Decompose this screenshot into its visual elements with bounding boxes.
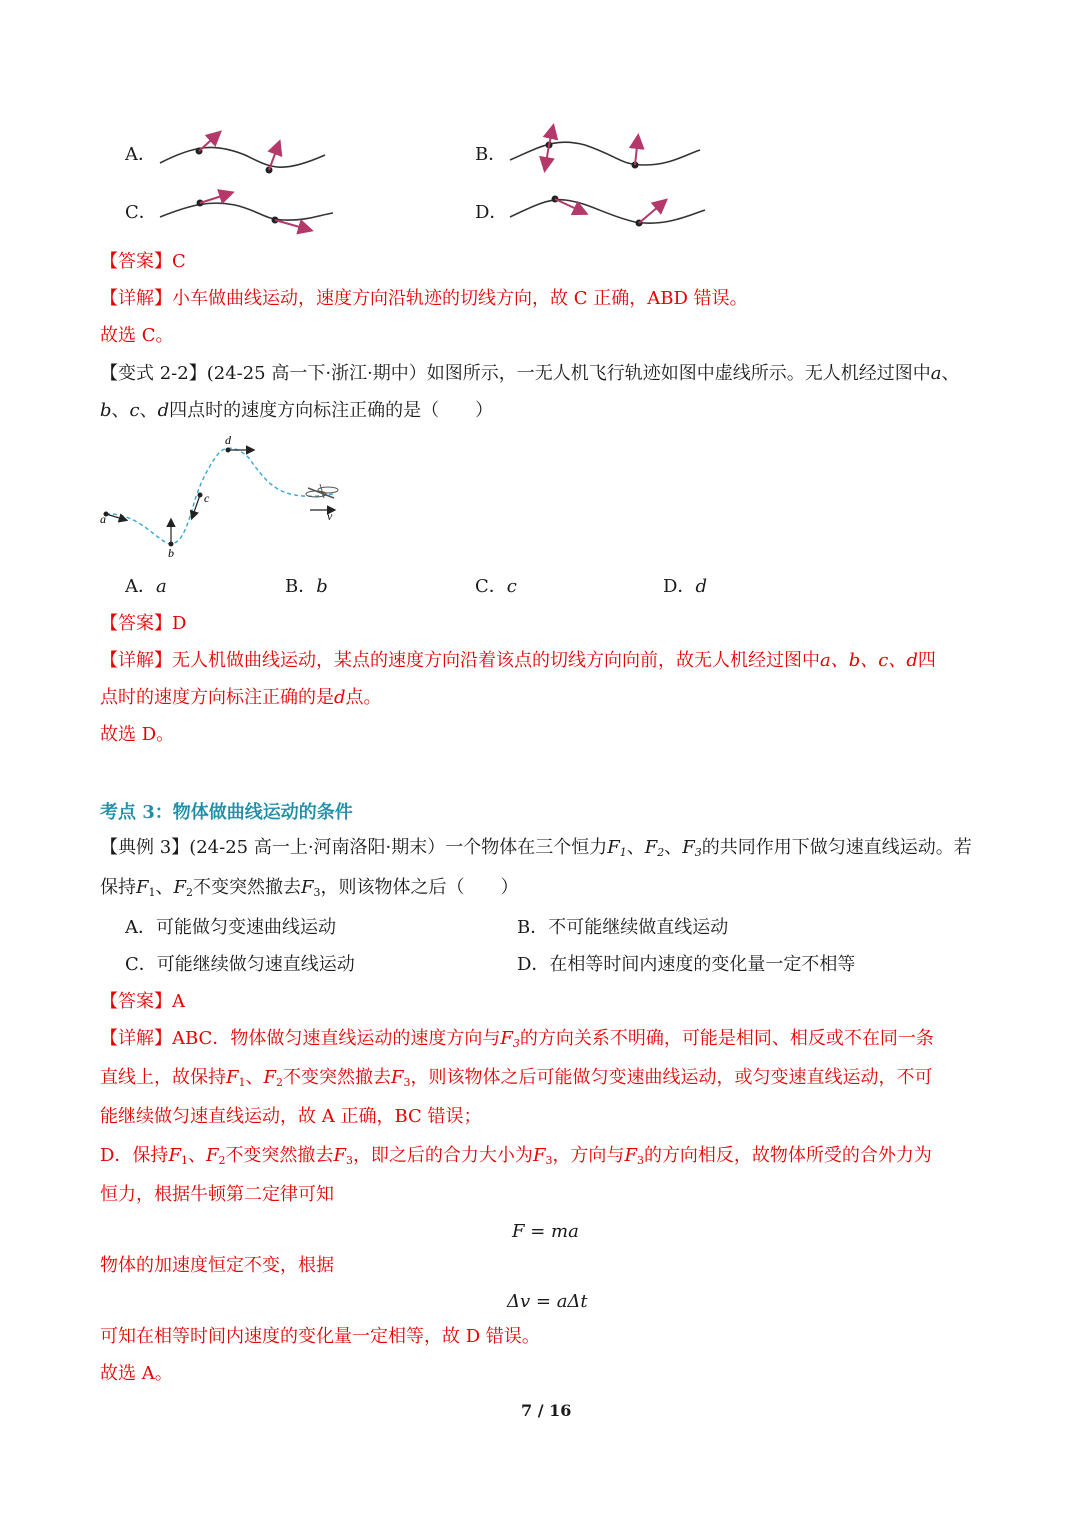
option-d-label: D． <box>475 202 508 223</box>
q2-option-a: A．a <box>125 576 167 597</box>
q3-option-a: A．可能做匀变速曲线运动 <box>125 917 336 938</box>
q2-option-b: B．b <box>285 576 328 597</box>
q3-detail-line3: 能继续做匀速直线运动，故 A 正确，BC 错误； <box>100 1106 482 1127</box>
label-d: d <box>225 433 231 447</box>
q2-detail-line2: 点时的速度方向标注正确的是d点。 <box>100 687 382 708</box>
label-c: c <box>204 491 210 505</box>
q3-answer: 【答案】A <box>100 991 185 1012</box>
figure-option-b <box>505 125 705 180</box>
q3-option-d: D．在相等时间内速度的变化量一定不相等 <box>517 954 856 975</box>
q3-detail-line6: 物体的加速度恒定不变，根据 <box>100 1255 334 1276</box>
option-b-label: B． <box>475 144 507 165</box>
equation-delta-v: Δv = aΔt <box>507 1291 588 1312</box>
figure-option-d <box>505 185 710 240</box>
label-a: a <box>100 512 106 526</box>
q2-conclusion: 故选 D。 <box>100 724 175 745</box>
q3-stem-line2: 保持$F_1$、$F_2$不变突然撤去$F_3$，则该物体之后（ ） <box>100 877 519 899</box>
drone-trajectory-figure <box>98 432 358 562</box>
q2-answer: 【答案】D <box>100 613 187 634</box>
equation-newton: F = ma <box>512 1221 579 1242</box>
option-a-label: A． <box>125 144 156 165</box>
q2-detail-line1: 【详解】无人机做曲线运动，某点的速度方向沿着该点的切线方向向前，故无人机经过图中a、b、c、d四 <box>100 650 936 671</box>
option-c-label: C． <box>125 202 157 223</box>
q3-conclusion: 故选 A。 <box>100 1363 173 1384</box>
label-b: b <box>168 546 174 560</box>
q1-detail: 【详解】小车做曲线运动，速度方向沿轨迹的切线方向，故 C 正确，ABD 错误。 <box>100 288 748 309</box>
q3-detail-line1: 【详解】ABC．物体做匀速直线运动的速度方向与$F_3$的方向关系不明确，可能是相同、相反或不在同一条 <box>100 1028 934 1050</box>
label-v: v <box>327 509 333 523</box>
q3-stem-line1: 【典例 3】(24-25 高一上·河南洛阳·期末）一个物体在三个恒力$F_1$、$F_2$、$F_3$的共同作用下做匀速直线运动。若 <box>100 837 972 859</box>
q2-stem-line2: b、c、d四点时的速度方向标注正确的是（ ） <box>100 400 494 421</box>
q2-stem-line1: 【变式 2-2】(24-25 高一下·浙江·期中）如图所示，一无人机飞行轨迹如图中虚线所示。无人机经过图中a、 <box>100 363 960 384</box>
q3-detail-line2: 直线上，故保持$F_1$、$F_2$不变突然撤去$F_3$，则该物体之后可能做匀变速曲线运动，或匀变速直线运动，不可 <box>100 1067 933 1089</box>
figure-option-c <box>155 185 340 240</box>
q1-answer: 【答案】C <box>100 251 186 272</box>
figure-option-a <box>155 125 335 180</box>
q2-option-c: C．c <box>475 576 517 597</box>
section3-heading: 考点 3：物体做曲线运动的条件 <box>100 802 353 823</box>
q3-option-c: C．可能继续做匀速直线运动 <box>125 954 355 975</box>
q3-detail-line4: D．保持$F_1$、$F_2$不变突然撤去$F_3$，即之后的合力大小为$F_3$，方向与$F_3$的方向相反，故物体所受的合外力为 <box>100 1145 932 1167</box>
q3-detail-line7: 可知在相等时间内速度的变化量一定相等，故 D 错误。 <box>100 1326 540 1347</box>
q3-detail-line5: 恒力，根据牛顿第二定律可知 <box>100 1184 334 1205</box>
q2-option-d: D．d <box>663 576 707 597</box>
page-number: 7 / 16 <box>521 1401 572 1420</box>
q3-option-b: B．不可能继续做直线运动 <box>517 917 729 938</box>
q1-conclusion: 故选 C。 <box>100 325 174 346</box>
